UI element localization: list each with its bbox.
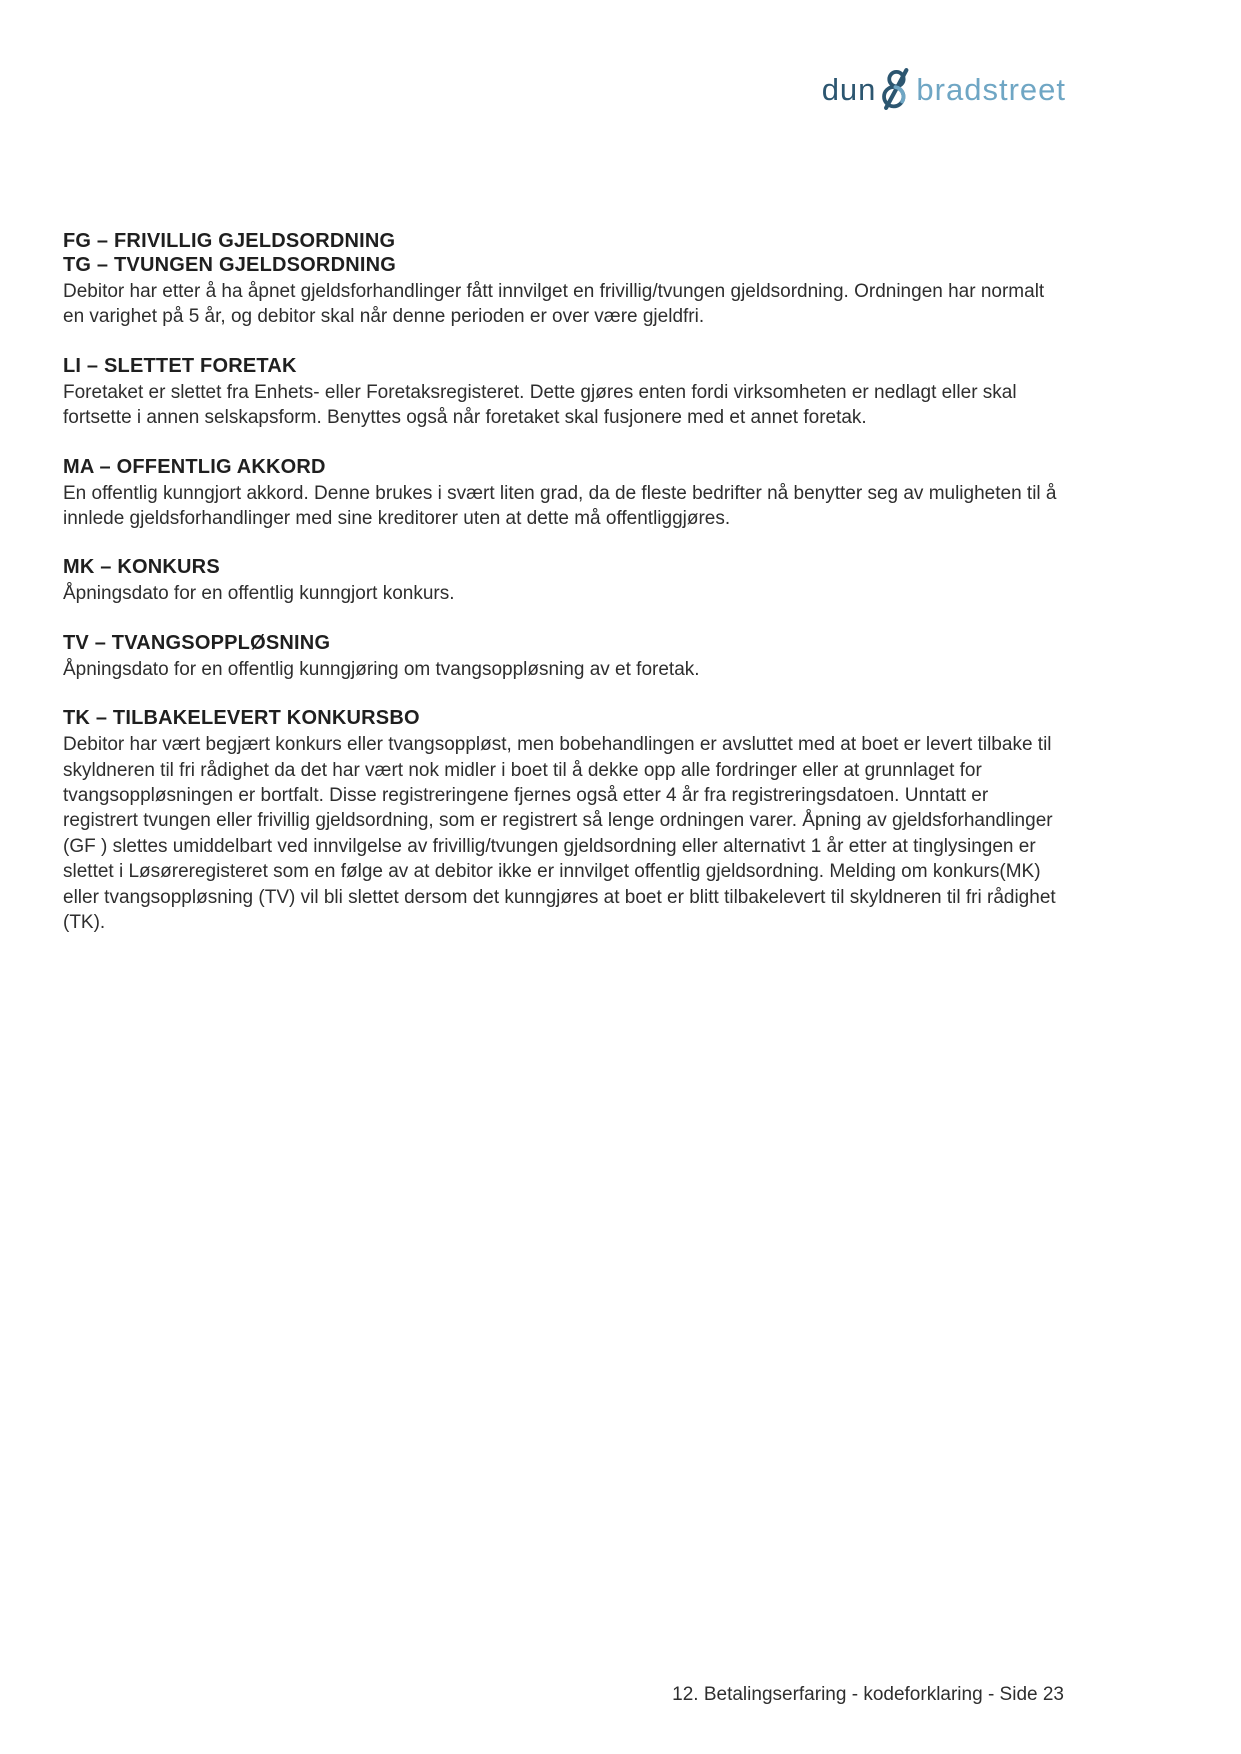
- section-paragraph: Foretaket er slettet fra Enhets- eller Foretaksregisteret. Dette gjøres enten fordi virksomheten er nedlagt eller skal fortsette i annen selskapsform. Benyttes også når foretaket skal fusjonere med et annet foretak.: [63, 381, 1017, 429]
- section-paragraph: Åpningsdato for en offentlig kunngjøring om tvangsoppløsning av et foretak.: [63, 658, 700, 680]
- section-heading: TG – TVUNGEN GJELDSORDNING: [63, 254, 397, 276]
- section-heading: FG – FRIVILLIG GJELDSORDNING: [63, 230, 396, 252]
- section-tk: [63, 706, 1058, 935]
- section-heading: TV – TVANGSOPPLØSNING: [63, 631, 331, 654]
- section-paragraph: Åpningsdato for en offentlig kunngjort konkurs.: [63, 583, 455, 605]
- ampersand-icon: [878, 66, 914, 112]
- dun-bradstreet-logo: [822, 66, 1066, 112]
- section-paragraph: Debitor har etter å ha åpnet gjeldsforhandlinger fått innvilget en frivillig/tvungen gjeldsordning. Ordningen har normalt en varighet på 5 år, og debitor skal når denne perioden er over være gjeldfri.: [63, 281, 1045, 328]
- section-heading: LI – SLETTET FORETAK: [63, 354, 297, 377]
- section-heading: MA – OFFENTLIG AKKORD: [63, 455, 326, 478]
- section-mk: [63, 555, 1058, 606]
- section-paragraph: En offentlig kunngjort akkord. Denne brukes i svært liten grad, da de fleste bedrifter nå benytter seg av muligheten til å innlede gjeldsforhandlinger med sine kreditorer uten at dette må offentliggjøres.: [63, 482, 1057, 530]
- section-ma: [63, 455, 1058, 532]
- section-fg-tg: [63, 229, 1058, 330]
- section-li: [63, 354, 1058, 431]
- section-heading: TK – TILBAKELEVERT KONKURSBO: [63, 707, 420, 730]
- logo-text-dun: dun: [821, 71, 877, 107]
- section-tv: [63, 631, 1058, 682]
- section-heading: MK – KONKURS: [63, 556, 220, 579]
- section-paragraph: Debitor har vært begjært konkurs eller tvangsoppløst, men bobehandlingen er avsluttet med at boet er levert tilbake til skyldneren til fri rådighet da det har vært nok midler i boet til å dekke opp alle fordringer eller at grunnlaget for tvangsoppløsningen er bortfalt. Disse registreringene fjernes også etter 4 år fra registreringsdatoen. Unntatt er registrert tvungen eller frivillig gjeldsordning, som er registrert så lenge ordningen varer. Åpning av gjeldsforhandlinger (GF ) slettes umiddelbart ved innvilgelse av frivillig/tvungen gjeldsordning eller alternativt 1 år etter at tinglysingen er slettet i Løsøreregisteret som en følge av at debitor ikke er innvilget offentlig gjeldsordning. Melding om konkurs(MK) eller tvangsoppløsning (TV) vil bli slettet dersom det kunngjøres at boet er blitt tilbakelevert til skyldneren til fri rådighet (TK).: [63, 734, 1056, 934]
- logo-text-bradstreet: bradstreet: [916, 71, 1066, 107]
- document-content: [63, 229, 1058, 960]
- page-footer: [672, 1684, 1064, 1706]
- footer-text: 12. Betalingserfaring - kodeforklaring - Side 23: [672, 1684, 1064, 1705]
